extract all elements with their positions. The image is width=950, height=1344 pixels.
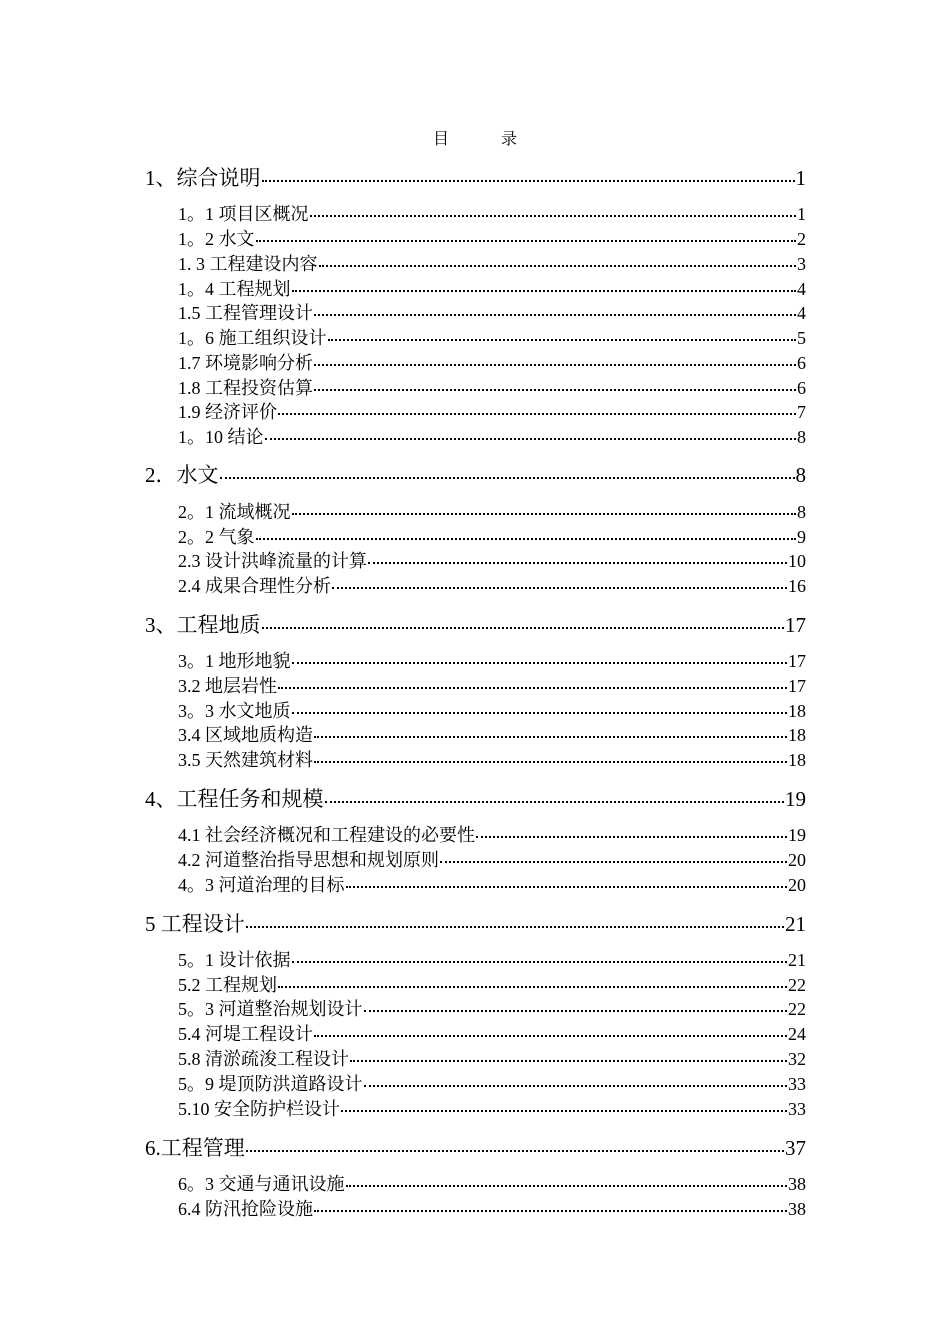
toc-section-entry[interactable] [178,746,806,772]
toc-section-entry[interactable] [178,697,806,723]
toc-page-number: 22 [788,999,806,1019]
toc-section-entry[interactable] [178,275,806,301]
toc-page-number: 8 [797,502,806,522]
toc-dot-leader [278,687,787,689]
toc-dot-leader [328,339,797,341]
toc-section-entry[interactable] [178,1195,806,1221]
toc-entry-label: 2.4 成果合理性分析 [178,576,331,596]
toc-dot-leader [246,926,784,928]
toc-section-entry[interactable] [178,374,806,400]
toc-entry-label: 1.9 经济评价 [178,402,277,422]
toc-entry-label: 3。1 地形地貌 [178,651,291,671]
toc-section-entry[interactable] [178,398,806,424]
toc-entry-label: 1。6 施工组织设计 [178,328,327,348]
toc-dot-leader [341,1110,787,1112]
toc-dot-leader [256,240,797,242]
toc-entry-label: 5 工程设计 [145,912,245,936]
toc-dot-leader [314,314,796,316]
toc-dot-leader [314,364,796,366]
toc-entry-label: 4.1 社会经济概况和工程建设的必要性 [178,825,475,845]
toc-entry-label: 2.3 设计洪峰流量的计算 [178,551,367,571]
toc-entry-label: 3.5 天然建筑材料 [178,750,313,770]
toc-section-entry[interactable] [178,647,806,673]
toc-dot-leader [346,886,788,888]
toc-page-number: 33 [788,1074,806,1094]
toc-entry-label: 3、工程地质 [145,613,261,637]
toc-chapter-entry[interactable] [145,459,806,489]
toc-entry-label: 5.8 清淤疏浚工程设计 [178,1049,349,1069]
toc-title: 目 录 [432,131,517,148]
toc-page-number: 4 [797,279,806,299]
toc-section-entry[interactable] [178,299,806,325]
toc-section-entry[interactable] [178,324,806,350]
toc-dot-leader [440,861,787,863]
toc-entry-label: 2．水文 [145,463,219,487]
toc-section-entry[interactable] [178,946,806,972]
toc-page-number: 32 [788,1049,806,1069]
toc-page-number: 37 [785,1136,806,1160]
toc-dot-leader [262,627,785,629]
toc-section-entry[interactable] [178,871,806,897]
toc-chapter-entry[interactable] [145,783,806,813]
toc-dot-leader [292,513,797,515]
toc-section-entry[interactable] [178,1170,806,1196]
toc-dot-leader [332,587,787,589]
toc-entry-label: 3.2 地层岩性 [178,676,277,696]
toc-page-number: 5 [797,328,806,348]
toc-section-entry[interactable] [178,572,806,598]
toc-page-number: 18 [788,725,806,745]
toc-entry-label: 1、综合说明 [145,166,261,190]
toc-page-number: 22 [788,975,806,995]
toc-page-number: 8 [797,427,806,447]
toc-section-entry[interactable] [178,971,806,997]
toc-dot-leader [314,1035,787,1037]
toc-page-number: 19 [788,825,806,845]
toc-section-entry[interactable] [178,200,806,226]
toc-entry-label: 6.工程管理 [145,1136,245,1160]
toc-section-entry[interactable] [178,995,806,1021]
toc-chapter-entry[interactable] [145,908,806,938]
toc-entry-label: 2。2 气象 [178,527,255,547]
toc-dot-leader [364,1085,788,1087]
toc-page-number: 33 [788,1099,806,1119]
toc-page-number: 20 [788,875,806,895]
toc-entry-label: 4、工程任务和规模 [145,787,324,811]
toc-page-number: 1 [795,166,806,190]
toc-entry-label: 5.4 河堤工程设计 [178,1024,313,1044]
toc-entry-label: 3。3 水文地质 [178,701,291,721]
toc-page-number: 3 [797,254,806,274]
toc-page-number: 10 [788,551,806,571]
toc-entry-label: 6。3 交通与通讯设施 [178,1174,345,1194]
toc-section-entry[interactable] [178,721,806,747]
toc-dot-leader [314,761,787,763]
toc-entry-label: 6.4 防汛抢险设施 [178,1199,313,1219]
toc-page-number: 21 [785,912,806,936]
toc-entry-label: 1。1 项目区概况 [178,204,309,224]
toc-section-entry[interactable] [178,672,806,698]
toc-page-number: 38 [788,1174,806,1194]
toc-section-entry[interactable] [178,523,806,549]
toc-chapter-entry[interactable] [145,609,806,639]
toc-entry-label: 5。9 堤顶防洪道路设计 [178,1074,363,1094]
toc-entry-label: 3.4 区域地质构造 [178,725,313,745]
toc-dot-leader [364,1010,788,1012]
toc-entry-label: 2。1 流域概况 [178,502,291,522]
toc-dot-leader [278,413,796,415]
toc-page-number: 21 [788,950,806,970]
toc-page-number: 2 [797,229,806,249]
toc-chapter-entry[interactable] [145,1132,806,1162]
toc-section-entry[interactable] [178,225,806,251]
toc-section-entry[interactable] [178,349,806,375]
toc-dot-leader [292,662,788,664]
toc-dot-leader [314,736,787,738]
toc-page-number: 18 [788,701,806,721]
toc-dot-leader [292,961,788,963]
toc-dot-leader [319,265,797,267]
toc-page-number: 17 [788,676,806,696]
toc-page-number: 38 [788,1199,806,1219]
toc-dot-leader [246,1150,784,1152]
toc-page-number: 4 [797,303,806,323]
toc-entry-label: 1.8 工程投资估算 [178,378,313,398]
toc-dot-leader [220,477,795,479]
toc-page-number: 17 [785,613,806,637]
toc-dot-leader [314,1210,787,1212]
toc-entry-label: 5。1 设计依据 [178,950,291,970]
toc-page-number: 7 [797,402,806,422]
toc-entry-label: 5.10 安全防护栏设计 [178,1099,340,1119]
toc-page-number: 18 [788,750,806,770]
toc-dot-leader [265,438,797,440]
toc-page-number: 1 [797,204,806,224]
toc-page-number: 16 [788,576,806,596]
toc-entry-label: 1。2 水文 [178,229,255,249]
toc-page-number: 17 [788,651,806,671]
toc-dot-leader [346,1185,788,1187]
toc-entry-label: 4.2 河道整治指导思想和规划原则 [178,850,439,870]
toc-dot-leader [350,1060,787,1062]
toc-section-entry[interactable] [178,821,806,847]
toc-dot-leader [292,290,797,292]
toc-section-entry[interactable] [178,1070,806,1096]
toc-page-number: 6 [797,353,806,373]
toc-section-entry[interactable] [178,1045,806,1071]
toc-dot-leader [314,389,796,391]
toc-section-entry[interactable] [178,423,806,449]
toc-page-number: 20 [788,850,806,870]
toc-page-number: 24 [788,1024,806,1044]
toc-entry-label: 4。3 河道治理的目标 [178,875,345,895]
toc-page-number: 19 [785,787,806,811]
toc-entry-label: 1。10 结论 [178,427,264,447]
toc-dot-leader [256,538,797,540]
toc-section-entry[interactable] [178,1020,806,1046]
toc-section-entry[interactable] [178,250,806,276]
toc-entry-label: 1.5 工程管理设计 [178,303,313,323]
toc-dot-leader [278,986,787,988]
toc-entry-label: 1.7 环境影响分析 [178,353,313,373]
toc-dot-leader [476,836,787,838]
toc-entry-label: 1. 3 工程建设内容 [178,254,318,274]
toc-entry-label: 5。3 河道整治规划设计 [178,999,363,1019]
toc-page-number: 8 [795,463,806,487]
toc-entry-label: 1。4 工程规划 [178,279,291,299]
toc-entry-label: 5.2 工程规划 [178,975,277,995]
toc-section-entry[interactable] [178,846,806,872]
toc-dot-leader [368,562,787,564]
toc-section-entry[interactable] [178,498,806,524]
toc-chapter-entry[interactable] [145,162,806,192]
toc-page-number: 9 [797,527,806,547]
toc-section-entry[interactable] [178,1095,806,1121]
toc-dot-leader [310,215,797,217]
toc-dot-leader [262,180,795,182]
toc-page-number: 6 [797,378,806,398]
toc-dot-leader [292,712,788,714]
toc-dot-leader [325,801,785,803]
toc-section-entry[interactable] [178,547,806,573]
